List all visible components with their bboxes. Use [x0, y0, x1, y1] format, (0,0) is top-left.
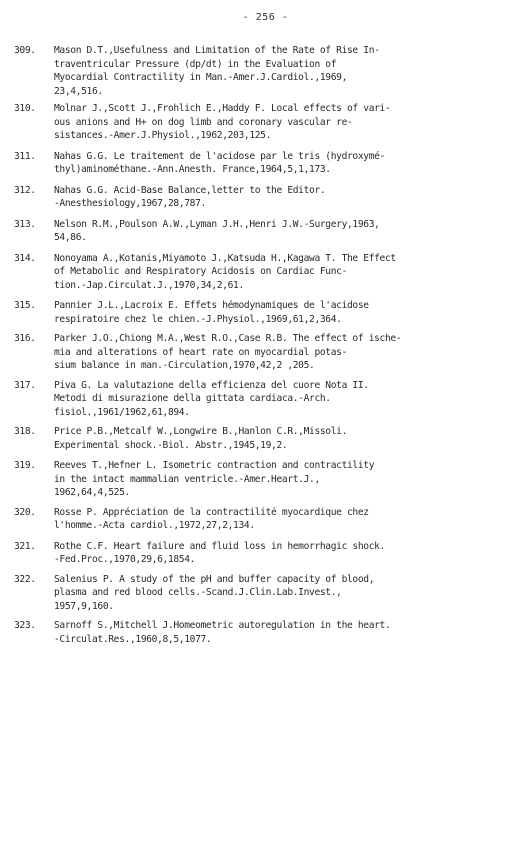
reference-line: fisiol.,1961/1962,61,894.: [54, 406, 190, 418]
reference-line: thyl)aminométhane.-Ann.Anesth. France,1964,5,1,173.: [54, 164, 331, 175]
reference-text: [54, 44, 524, 98]
reference-line: traventricular Pressure (dp/dt) in the Evaluation of: [54, 58, 337, 70]
reference-number: 309.: [14, 45, 36, 56]
reference-line: Price P.B.,Metcalf W.,Longwire B.,Hanlon C.R.,Missoli.: [54, 426, 348, 437]
reference-number: 312.: [14, 184, 36, 196]
reference-number: 315.: [14, 300, 36, 311]
reference-line: Salenius P. A study of the pH and buffer capacity of blood,: [54, 573, 375, 585]
reference-number: 310.: [14, 103, 36, 114]
reference-entry: [14, 540, 524, 567]
reference-line: Reeves T.,Hefner L. Isometric contraction and contractility: [54, 460, 375, 471]
reference-entry: [14, 184, 524, 211]
reference-text: [54, 299, 524, 326]
reference-number: 314.: [14, 252, 36, 264]
reference-line: Nelson R.M.,Poulson A.W.,Lyman J.H.,Henri J.W.-Surgery,1963,: [54, 218, 380, 230]
reference-number: 318.: [14, 426, 36, 437]
reference-entry: [14, 573, 524, 614]
reference-number: 322.: [14, 573, 36, 585]
reference-line: mia and alterations of heart rate on myocardial potas-: [54, 346, 348, 358]
reference-entry: [14, 44, 524, 98]
reference-text: [54, 184, 524, 211]
reference-line: Nahas G.G. Le traitement de l'acidose par le tris (hydroxymé-: [54, 150, 385, 162]
reference-line: Rothe C.F. Heart failure and fluid loss in hemorrhagic shock.: [54, 540, 385, 552]
reference-line: respiratoire chez le chien.-J.Physiol.,1969,61,2,364.: [54, 313, 342, 325]
reference-text: [54, 619, 524, 646]
reference-line: tion.-Jap.Circulat.J.,1970,34,2,61.: [54, 279, 244, 291]
reference-text: [54, 102, 524, 143]
reference-text: [54, 506, 524, 533]
reference-line: Nonoyama A.,Kotanis,Miyamoto J.,Katsuda H.,Kagawa T. The Effect: [54, 252, 396, 264]
reference-number: 313.: [14, 218, 36, 230]
reference-line: -Fed.Proc.,1970,29,6,1854.: [54, 554, 196, 565]
reference-line: Mason D.T.,Usefulness and Limitation of the Rate of Rise In-: [54, 45, 380, 56]
reference-number: 323.: [14, 620, 36, 631]
reference-text: [54, 332, 524, 373]
reference-line: ous anions and H+ on dog limb and coronary vascular re-: [54, 116, 353, 128]
reference-entry: [14, 506, 524, 533]
reference-number: 320.: [14, 506, 36, 518]
reference-line: 1957,9,160.: [54, 600, 114, 612]
reference-entry: [14, 459, 524, 500]
reference-text: [54, 573, 524, 614]
reference-number: 319.: [14, 460, 36, 471]
reference-line: Metodi di misurazione della gittata cardiaca.-Arch.: [54, 393, 331, 404]
reference-line: Sarnoff S.,Mitchell J.Homeometric autoregulation in the heart.: [54, 620, 391, 631]
reference-line: 54,86.: [54, 232, 87, 243]
reference-number: 317.: [14, 379, 36, 391]
reference-text: [54, 459, 524, 500]
reference-text: [54, 218, 524, 245]
reference-line: Rosse P. Appréciation de la contractilité myocardique chez: [54, 506, 369, 518]
reference-line: 1962,64,4,525.: [54, 487, 130, 498]
reference-entry: [14, 102, 524, 143]
reference-line: Piva G. La valutazione della efficienza del cuore Nota II.: [54, 379, 369, 391]
reference-line: sistances.-Amer.J.Physiol.,1962,203,125.: [54, 130, 272, 141]
reference-line: Experimental shock.-Biol. Abstr.,1945,19,2.: [54, 439, 288, 451]
reference-text: [54, 150, 524, 177]
reference-line: Pannier J.L.,Lacroix E. Effets hémodynamiques de l'acidose: [54, 300, 369, 311]
reference-list: [14, 44, 524, 652]
reference-line: Molnar J.,Scott J.,Frohlich E.,Haddy F. Local effects of vari-: [54, 103, 391, 114]
reference-line: Nahas G.G. Acid-Base Balance,letter to the Editor.: [54, 184, 326, 196]
reference-line: of Metabolic and Respiratory Acidosis on Cardiac Func-: [54, 266, 348, 277]
reference-entry: [14, 332, 524, 373]
reference-number: 321.: [14, 540, 36, 552]
reference-entry: [14, 252, 524, 293]
reference-line: in the intact mammalian ventricle.-Amer.Heart.J.,: [54, 473, 320, 485]
reference-entry: [14, 425, 524, 452]
reference-line: sium balance in man.-Circulation,1970,42,2 ,205.: [54, 360, 315, 371]
reference-text: [54, 252, 524, 293]
reference-line: -Anesthesiology,1967,28,787.: [54, 198, 206, 209]
reference-entry: [14, 299, 524, 326]
reference-text: [54, 540, 524, 567]
reference-line: Parker J.O.,Chiong M.A.,West R.O.,Case R.B. The effect of ische-: [54, 333, 402, 344]
reference-entry: [14, 218, 524, 245]
reference-line: plasma and red blood cells.-Scand.J.Clin.Lab.Invest.,: [54, 587, 342, 598]
reference-entry: [14, 619, 524, 646]
reference-text: [54, 425, 524, 452]
reference-line: 23,4,516.: [54, 85, 103, 97]
reference-line: Myocardial Contractility in Man.-Amer.J.Cardiol.,1969,: [54, 72, 348, 83]
reference-line: -Circulat.Res.,1960,8,5,1077.: [54, 633, 212, 645]
reference-line: l'homme.-Acta cardiol.,1972,27,2,134.: [54, 520, 255, 531]
reference-entry: [14, 150, 524, 177]
reference-number: 311.: [14, 150, 36, 162]
reference-entry: [14, 379, 524, 420]
page-number: - 256 -: [242, 12, 289, 23]
reference-number: 316.: [14, 333, 36, 344]
reference-text: [54, 379, 524, 420]
